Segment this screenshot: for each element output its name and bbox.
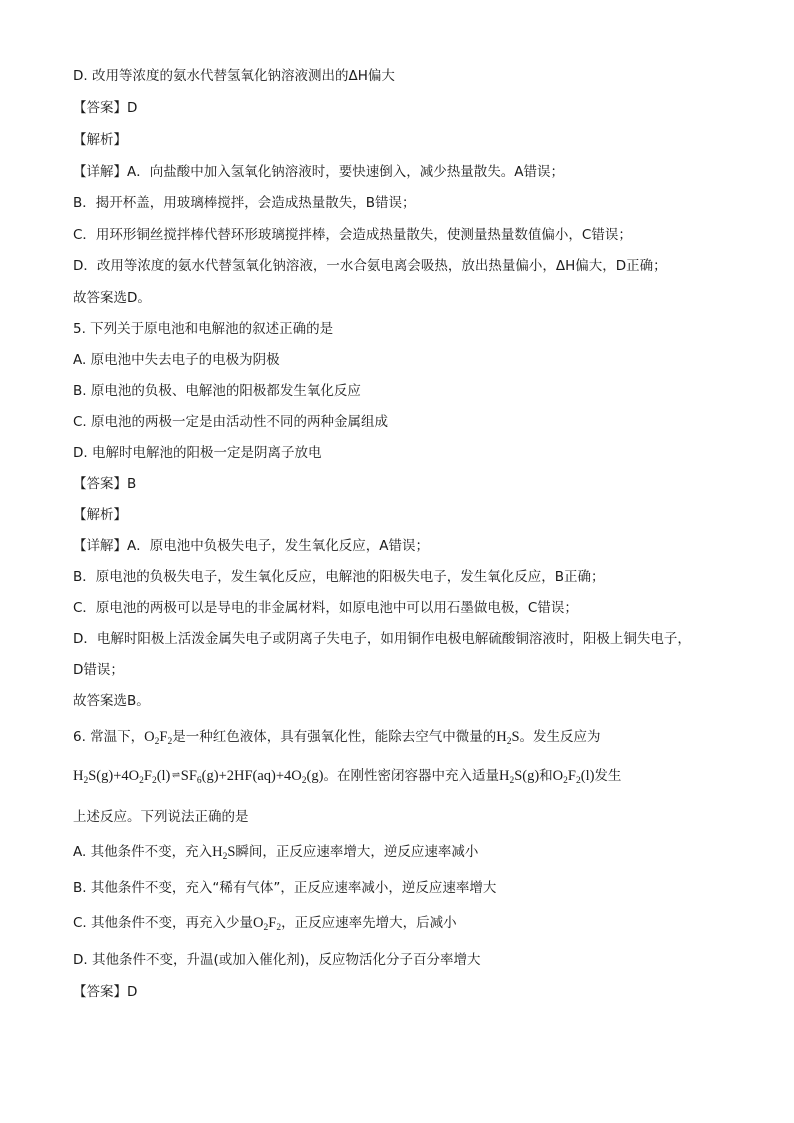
q5-detail-b: B．原电池的负极失电子，发生氧化反应，电解池的阳极失电子，发生氧化反应，B正确； [73,569,605,585]
formula-h2s-gas: $H_2S(g)$ [498,768,540,786]
q4-detail-a: 【详解】A．向盐酸中加入氢氧化钠溶液时，要快速倒入，减少热量散失。A错误； [73,164,564,180]
q5-option-c: C. 原电池的两极一定是由活动性不同的两种金属组成 [73,414,389,430]
formula-o2f2: $O_2F_2$ [144,729,173,747]
q5-stem: 5. 下列关于原电池和电解池的叙述正确的是 [73,321,334,337]
q6-stem-part1: 6. 常温下， [73,729,145,745]
q4-detail-b: B．揭开杯盖，用玻璃棒搅拌，会造成热量散失，B错误； [73,195,416,211]
reversible-arrow-icon: ⇌ [170,770,181,781]
q5-detail-d-line2: D错误； [73,662,124,678]
q6-option-d: D. 其他条件不变，升温(或加入催化剂)，反应物活化分子百分率增大 [73,952,481,968]
q4-answer: 【答案】D [73,100,138,116]
q5-detail-d-line1: D．电解时阳极上活泼金属失电子或阴离子失电子，如用铜作电极电解硫酸铜溶液时，阳极上铜失电子， [73,631,691,647]
q5-option-b: B. 原电池的负极、电解池的阳极都发生氧化反应 [73,383,361,399]
q4-option-d: D. 改用等浓度的氨水代替氢氧化钠溶液测出的ΔH偏大 [73,68,395,84]
q4-detail-c: C．用环形铜丝搅拌棒代替环形玻璃搅拌棒，会造成热量散失，使测量热量数值偏小，C错误； [73,227,632,243]
q6-eq-part4: 发生 [594,768,622,784]
q6-eq-part3: 和 [539,768,553,784]
q6-stem-part3: 。发生反应为 [519,729,601,745]
q6-option-a-part2: 瞬间，正反应速率增大，逆反应速率减小 [235,844,479,860]
q5-answer: 【答案】B [73,476,137,492]
q6-option-c-part1: C. 其他条件不变，再充入少量 [73,915,254,931]
q6-option-a-part1: A. 其他条件不变，充入 [73,844,213,860]
q4-analysis-label: 【解析】 [73,132,127,148]
formula-o2f2-option: $O_2F_2$ [253,915,282,933]
q6-stem [73,728,754,746]
q6-option-a [73,843,754,861]
q6-stem-tail: 上述反应。下列说法正确的是 [73,809,249,825]
q5-analysis-label: 【解析】 [73,507,127,523]
q5-detail-c: C．原电池的两极可以是导电的非金属材料，如原电池中可以用石墨做电极，C错误； [73,600,578,616]
q6-option-c-part2: ，正反应速率先增大，后减小 [281,915,457,931]
q4-detail-d: D．改用等浓度的氨水代替氢氧化钠溶液，一水合氨电离会吸热，放出热量偏小，ΔH偏大，D正确； [73,258,667,274]
q6-equation-line [73,767,754,787]
formula-h2s: $H_2S$ [496,729,520,747]
reaction-equation: $H_2S(g)+4O_2F_2(l)$ ⇌ $SF_6(g)+2HF(aq)+4O_2(g)$ [73,768,324,786]
q6-stem-part2: 是一种红色液体，具有强氧化性，能除去空气中微量的 [172,729,497,745]
q6-answer: 【答案】D [73,984,138,1000]
q5-detail-a: 【详解】A．原电池中负极失电子，发生氧化反应，A错误； [73,538,429,554]
q5-option-d: D. 电解时电解池的阳极一定是阴离子放电 [73,445,322,461]
q6-option-b: B. 其他条件不变，充入“稀有气体”，正反应速率减小，逆反应速率增大 [73,880,497,896]
q5-option-a: A. 原电池中失去电子的电极为阴极 [73,352,280,368]
q6-eq-part2: 。在刚性密闭容器中充入适量 [323,768,499,784]
formula-h2s-option: $H_2S$ [212,844,236,862]
formula-o2f2-liquid: $O_2F_2(l)$ [552,768,595,786]
q6-option-c [73,914,754,932]
q5-conclusion: 故答案选B。 [73,693,150,709]
q4-conclusion: 故答案选D。 [73,290,151,306]
